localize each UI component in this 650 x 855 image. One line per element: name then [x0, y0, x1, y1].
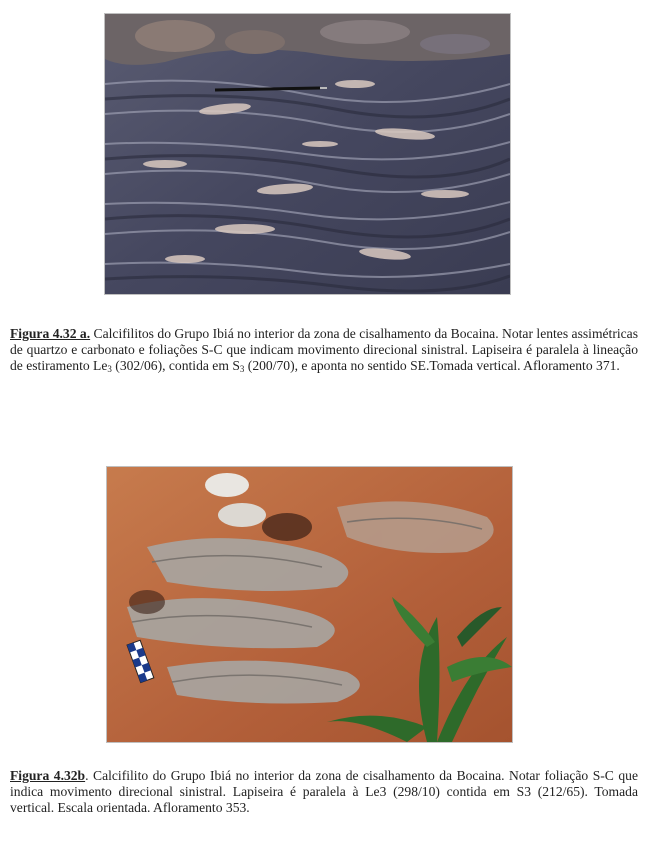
subscript-2: 3	[239, 364, 245, 375]
figure-a-label: Figura 4.32 a.	[10, 326, 91, 341]
figure-b-caption	[10, 768, 638, 817]
figure-b-caption-text: . Calcifilito do Grupo Ibiá no interior da zona de cisalhamento da Bocaina. Notar foliação S-C que indica movimento direcional sinistral. Lapiseira é paralela à Le3 (298/10) contida em S3 (212/65). Tomada vertical. Escala orientada. Afloramento 353.	[10, 768, 639, 816]
figure-a-caption	[10, 326, 638, 375]
outcrop-photo-b	[107, 467, 512, 742]
subscript-1: 3	[107, 364, 112, 375]
figure-b-label: Figura 4.32b	[10, 768, 86, 783]
figure-a-caption-text-1: Calcifilitos do Grupo Ibiá no interior da zona de cisalhamento da Bocaina. Notar lentes assimétricas de quartzo e carbonato e foliações S-C que indicam movimento direcional sinistral. Lapiseira é paralela à lineação de estiramento Le	[10, 326, 638, 374]
outcrop-photo-a	[105, 14, 510, 294]
figure-a-caption-text-3: (200/70), e aponta no sentido SE.Tomada vertical. Afloramento 371.	[244, 358, 620, 374]
figure-a-caption-text-2: (302/06), contida em S	[111, 358, 240, 374]
